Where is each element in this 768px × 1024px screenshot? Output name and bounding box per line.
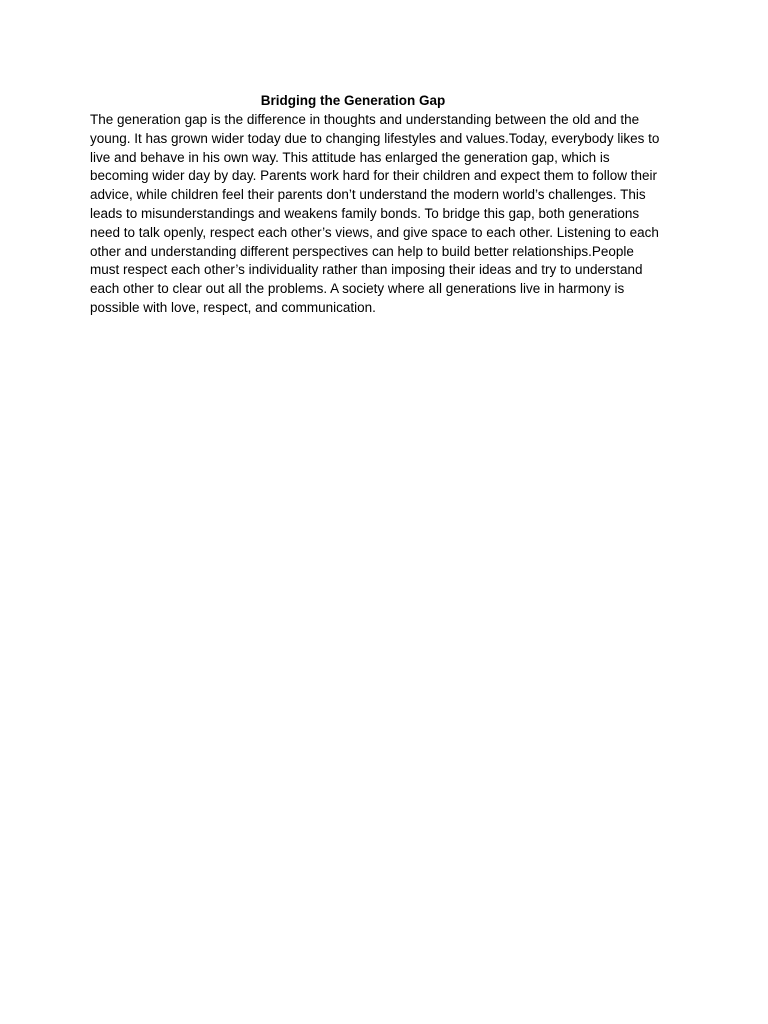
paragraph-line: The generation gap is the difference in thoughts and understanding between the old and the (90, 112, 640, 127)
paragraph-line: leads to misunderstandings and weakens family bonds. To bridge this gap, both generations (90, 205, 640, 221)
body-paragraph (90, 111, 659, 318)
paragraph-line: live and behave in his own way. This attitude has enlarged the generation gap, which is (90, 149, 610, 165)
paragraph-line: possible with love, respect, and communication. (90, 299, 376, 315)
paragraph-line: other and understanding different perspectives can help to build better relationships.People (90, 243, 634, 259)
paragraph-line: need to talk openly, respect each other’s views, and give space to each other. Listening to each (90, 224, 659, 240)
paragraph-line: becoming wider day by day. Parents work hard for their children and expect them to follow their (90, 168, 658, 184)
paragraph-line: young. It has grown wider today due to changing lifestyles and values.Today, everybody likes to (90, 130, 660, 146)
paragraph-line: each other to clear out all the problems. A society where all generations live in harmony is (90, 281, 625, 297)
document-title: Bridging the Generation Gap (260, 93, 446, 108)
paragraph-line: must respect each other’s individuality rather than imposing their ideas and try to understand (90, 262, 643, 278)
paragraph-line: advice, while children feel their parents don’t understand the modern world’s challenges. This (90, 187, 646, 203)
